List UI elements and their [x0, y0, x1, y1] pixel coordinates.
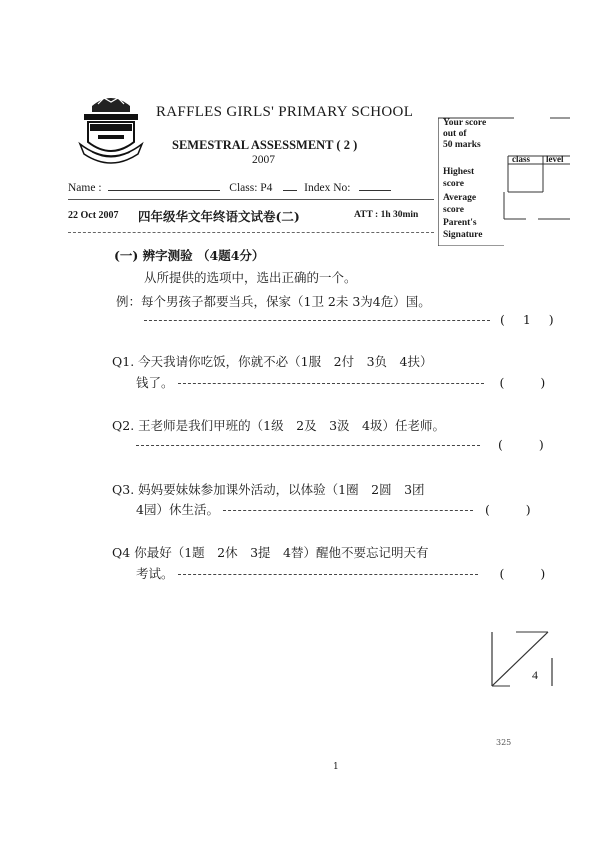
question-3-text: 妈妈要妹妹参加课外活动，以体验（1圈 2圆 3团 [138, 482, 425, 497]
average-score-label: score [443, 205, 464, 215]
question-1-text: 今天我请你吃饭，你就不必（1服 2付 3负 4扶） [138, 354, 433, 369]
example-answer: 1 [522, 312, 531, 327]
question-4-answer[interactable] [508, 568, 536, 578]
your-score-label: Your score [443, 118, 487, 128]
class-label: Class: P4 [229, 182, 273, 194]
question-2 [112, 416, 445, 434]
header-rule [68, 199, 434, 200]
student-info-row [68, 180, 391, 194]
exam-date: 22 Oct 2007 [68, 210, 119, 221]
time-allowed: ATT : 1h 30min [354, 210, 419, 220]
question-3-answer[interactable] [494, 504, 522, 514]
question-4 [112, 543, 429, 561]
question-1-answer-line: 钱了。 ( ) [136, 375, 546, 390]
question-1-answer[interactable] [508, 377, 536, 387]
assessment-title: SEMESTRAL ASSESSMENT ( 2 ) [172, 138, 358, 152]
question-2-answer-line: ( ) [136, 437, 544, 452]
page-number: 1 [333, 762, 339, 772]
example-line: 例：每个男孩子都要当兵，保家（1卫 2未 3为4危）国。 [116, 294, 431, 309]
question-3-text-cont: 4园）休生活。 [136, 502, 219, 517]
out-of-label: out of [443, 129, 467, 139]
question-2-number: Q2. [112, 418, 135, 433]
question-2-answer[interactable] [507, 439, 535, 449]
school-crest-logo [78, 92, 144, 166]
index-label: Index No: [304, 182, 351, 194]
question-1-text-cont: 钱了。 [136, 375, 174, 390]
school-name: RAFFLES GIRLS' PRIMARY SCHOOL [156, 104, 414, 120]
example-answer-line: ( 1 ) [144, 312, 554, 327]
class-column-label: class [512, 154, 530, 164]
fifty-marks-label: 50 marks [443, 140, 481, 150]
question-3-answer-line: 4园）休生活。 ( ) [136, 502, 531, 517]
assessment-year: 2007 [252, 154, 275, 166]
section-total-marks: 4 [532, 668, 538, 682]
question-4-text: 你最好（1题 2休 3提 4替）醒他不要忘记明天有 [134, 545, 429, 560]
question-2-text: 王老师是我们甲班的（1级 2及 3汲 4圾）任老师。 [138, 418, 445, 433]
class-field[interactable] [283, 180, 297, 191]
parents-label: Parent's [443, 218, 477, 228]
highest-label: Highest [443, 167, 475, 177]
section-instruction: 从所提供的选项中，选出正确的一个。 [144, 270, 357, 285]
name-field[interactable] [108, 180, 220, 191]
question-3-number: Q3. [112, 482, 135, 497]
level-column-label: level [546, 154, 564, 164]
highest-score-label: score [443, 179, 464, 189]
section-marks-box [490, 630, 554, 688]
score-box [438, 116, 570, 246]
question-1-number: Q1. [112, 354, 135, 369]
title-rule [68, 232, 434, 233]
paper-title: 四年级华文年终语文试卷(二) [138, 209, 300, 224]
name-label: Name : [68, 182, 102, 194]
example-dash [144, 320, 490, 321]
signature-label: Signature [443, 230, 483, 240]
question-4-number: Q4 [112, 545, 131, 560]
section-title: (一) 辨字测验 （4题4分） [114, 248, 265, 263]
scan-code: 325 [496, 738, 512, 747]
question-4-answer-line: 考试。 ( ) [136, 566, 546, 581]
question-4-text-cont: 考试。 [136, 566, 174, 581]
average-label: Average [443, 193, 477, 203]
index-field[interactable] [359, 180, 391, 191]
question-3 [112, 480, 425, 498]
question-1 [112, 352, 432, 370]
